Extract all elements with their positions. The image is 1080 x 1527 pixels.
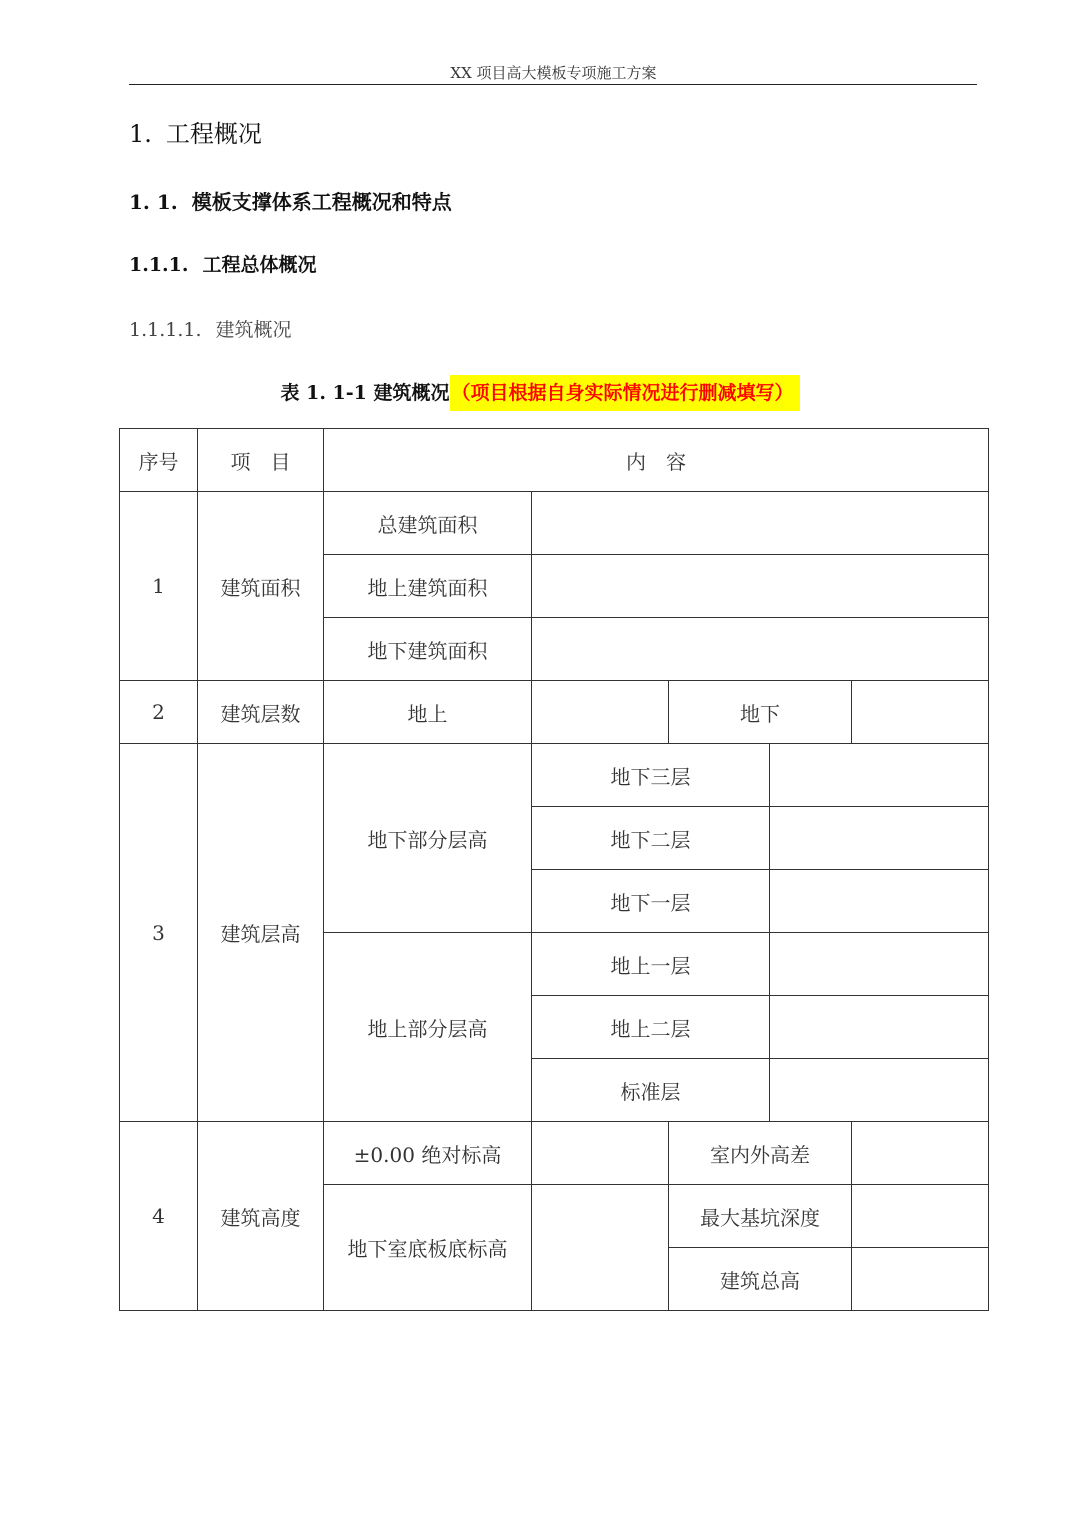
group-label-cell: 地下部分层高 xyxy=(324,744,532,933)
floor-label-cell: 地下三层 xyxy=(532,744,770,807)
value-cell xyxy=(770,807,989,870)
heading-2-text: 模板支撑体系工程概况和特点 xyxy=(191,190,452,214)
value-cell xyxy=(532,681,669,744)
heading-2-number: 1. 1. xyxy=(129,190,178,214)
value-cell xyxy=(770,1059,989,1122)
floor-label-cell: 地上二层 xyxy=(532,996,770,1059)
table-row xyxy=(120,1122,989,1185)
row-item-cell: 建筑层数 xyxy=(198,681,324,744)
floor-label-cell: 地上一层 xyxy=(532,933,770,996)
header-rule xyxy=(129,84,977,85)
table-header-row xyxy=(120,429,989,492)
row-item-cell: 建筑高度 xyxy=(198,1122,324,1311)
table-row xyxy=(120,681,989,744)
heading-1-text: 工程概况 xyxy=(165,120,262,148)
heading-4-number: 1.1.1.1. xyxy=(129,319,202,341)
floor-label-cell: 地下二层 xyxy=(532,807,770,870)
row-item-cell: 建筑层高 xyxy=(198,744,324,1122)
sub-label-cell: 地下建筑面积 xyxy=(324,618,532,681)
group-label-cell: 地上部分层高 xyxy=(324,933,532,1122)
heading-4 xyxy=(129,315,292,342)
table-caption-note: （项目根据自身实际情况进行删减填写） xyxy=(450,375,800,411)
heading-4-text: 建筑概况 xyxy=(215,319,292,341)
heading-3 xyxy=(129,250,317,277)
value-cell xyxy=(852,1248,989,1311)
value-cell xyxy=(770,744,989,807)
value-cell xyxy=(532,1122,669,1185)
row-number-cell: 2 xyxy=(120,681,198,744)
value-cell xyxy=(532,1185,669,1311)
value-cell xyxy=(852,681,989,744)
sub-label-cell: 总建筑面积 xyxy=(324,492,532,555)
table-row xyxy=(120,492,989,555)
value-cell xyxy=(532,492,989,555)
header-cell-item: 项 目 xyxy=(198,429,324,492)
sub-label-cell: 地上建筑面积 xyxy=(324,555,532,618)
value-cell xyxy=(532,555,989,618)
value-cell xyxy=(770,996,989,1059)
heading-1 xyxy=(129,114,262,149)
heading-2 xyxy=(129,186,452,215)
value-cell xyxy=(770,933,989,996)
row-number-cell: 1 xyxy=(120,492,198,681)
heading-3-number: 1.1.1. xyxy=(129,254,189,276)
value-cell xyxy=(852,1185,989,1248)
heading-3-text: 工程总体概况 xyxy=(202,254,317,276)
sub-label-cell: 最大基坑深度 xyxy=(669,1185,852,1248)
floor-label-cell: 标准层 xyxy=(532,1059,770,1122)
value-cell xyxy=(852,1122,989,1185)
row-item-cell: 建筑面积 xyxy=(198,492,324,681)
floor-label-cell: 地下一层 xyxy=(532,870,770,933)
heading-1-number: 1. xyxy=(129,120,152,148)
sub-label-cell: 建筑总高 xyxy=(669,1248,852,1311)
sub-label-cell: ±0.00 绝对标高 xyxy=(324,1122,532,1185)
value-cell xyxy=(770,870,989,933)
row-number-cell: 4 xyxy=(120,1122,198,1311)
building-overview-table xyxy=(119,428,989,1311)
row-number-cell: 3 xyxy=(120,744,198,1122)
header-cell-content: 内 容 xyxy=(324,429,989,492)
sub-label-cell: 室内外高差 xyxy=(669,1122,852,1185)
table-caption-label: 表 1. 1-1 建筑概况 xyxy=(280,382,450,404)
table-row xyxy=(120,744,989,807)
value-cell xyxy=(532,618,989,681)
page-header: XX 项目高大模板专项施工方案 xyxy=(450,64,657,82)
table-caption xyxy=(0,378,1080,405)
header-cell-no: 序号 xyxy=(120,429,198,492)
sub-label-cell: 地下室底板底标高 xyxy=(324,1185,532,1311)
sub-label-cell: 地上 xyxy=(324,681,532,744)
sub-label-cell: 地下 xyxy=(669,681,852,744)
